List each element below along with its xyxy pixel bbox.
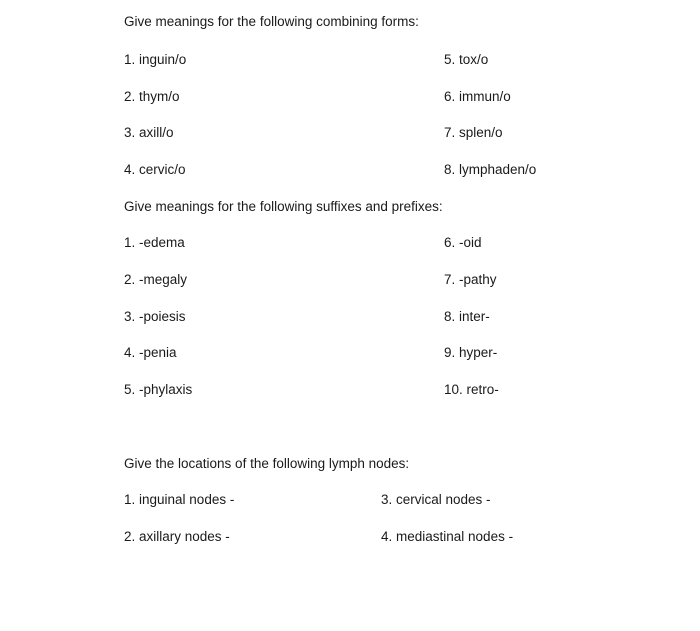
- suffix-prefix-item: 10. retro-: [444, 382, 499, 397]
- combining-form-item: 8. lymphaden/o: [444, 162, 537, 177]
- combining-form-item: 7. splen/o: [444, 125, 503, 140]
- combining-form-item: 3. axill/o: [124, 125, 174, 140]
- combining-form-item: 6. immun/o: [444, 89, 511, 104]
- combining-form-item: 2. thym/o: [124, 89, 180, 104]
- suffixes-prefixes-heading: Give meanings for the following suffixes and prefixes:: [124, 199, 443, 214]
- suffix-prefix-item: 7. -pathy: [444, 272, 497, 287]
- suffix-prefix-item: 5. -phylaxis: [124, 382, 193, 397]
- suffix-prefix-item: 3. -poiesis: [124, 309, 186, 324]
- suffix-prefix-item: 4. -penia: [124, 345, 177, 360]
- lymph-node-item: 4. mediastinal nodes -: [381, 529, 514, 544]
- combining-form-item: 4. cervic/o: [124, 162, 186, 177]
- lymph-nodes-heading: Give the locations of the following lymph nodes:: [124, 456, 410, 471]
- combining-forms-heading: Give meanings for the following combining forms:: [124, 14, 419, 29]
- suffix-prefix-item: 8. inter-: [444, 309, 490, 324]
- suffix-prefix-item: 2. -megaly: [124, 272, 188, 287]
- combining-form-item: 5. tox/o: [444, 52, 489, 67]
- lymph-node-item: 1. inguinal nodes -: [124, 492, 235, 507]
- suffix-prefix-item: 9. hyper-: [444, 345, 498, 360]
- suffix-prefix-item: 6. -oid: [444, 235, 482, 250]
- suffix-prefix-item: 1. -edema: [124, 235, 185, 250]
- combining-form-item: 1. inguin/o: [124, 52, 187, 67]
- lymph-node-item: 3. cervical nodes -: [381, 492, 491, 507]
- lymph-node-item: 2. axillary nodes -: [124, 529, 230, 544]
